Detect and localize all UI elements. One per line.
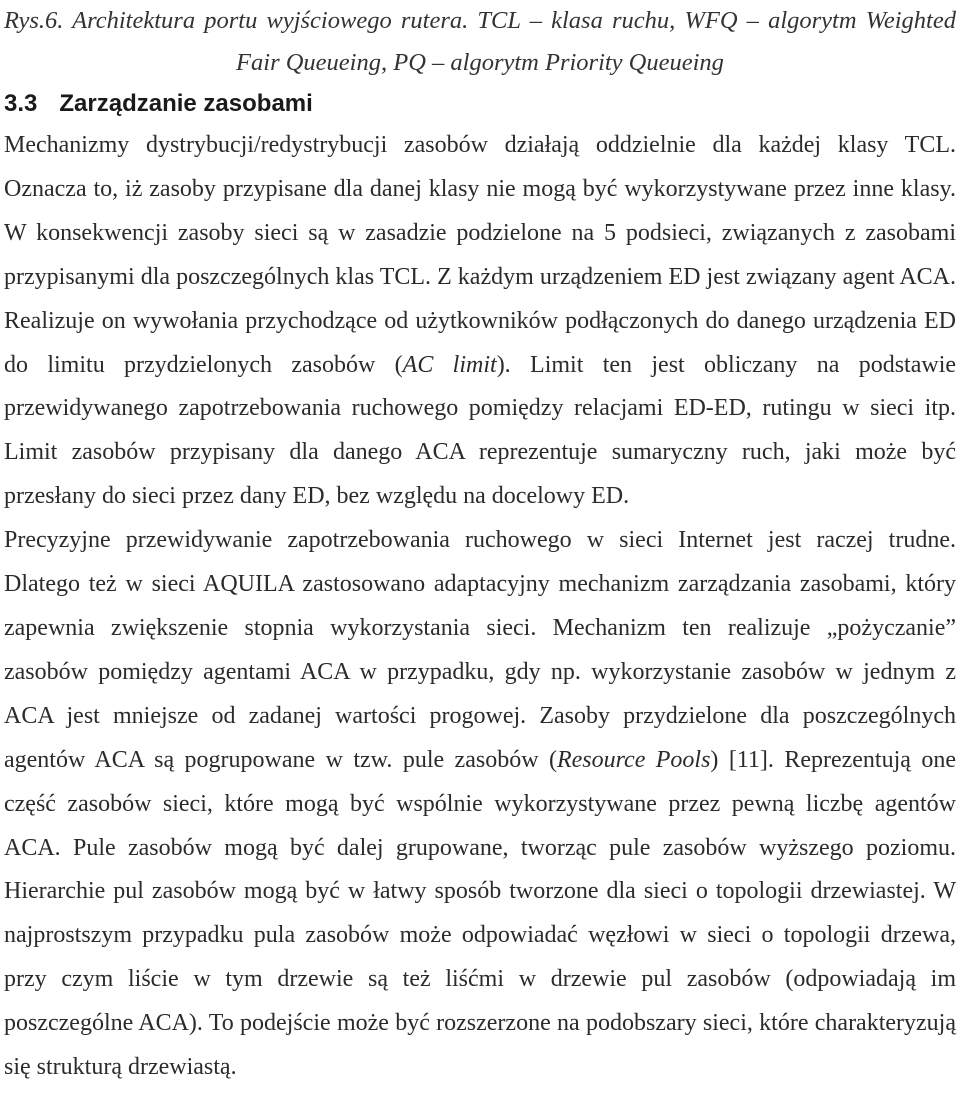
section-title: Zarządzanie zasobami [59, 90, 313, 117]
paragraph-text: ) [11]. Reprezentują one część zasobów sieci, które mogą być wspólnie wykorzystywane przez pewną liczbę agentów ACA. Pule zasobów mogą być dalej grupowane, tworząc pule zasobów wyższego poziomu. Hierarchie pul zasobów mogą być w łatwy sposób tworzone dla sieci o topologii drzewiastej. W najprostszym przypadku pula zasobów może odpowiadać węzłowi w sieci o topologii drzewa, przy czym liście w tym drzewie są też liśćmi w drzewie pul zasobów (odpowiadają im poszczególne ACA). To podejście może być rozszerzone na podobszary sieci, które charakteryzują się strukturą drzewiastą. [4, 746, 956, 1081]
italic-term: AC limit [402, 351, 497, 378]
section-heading [4, 84, 956, 124]
document-page [4, 0, 956, 1090]
paragraph-text: Mechanizmy dystrybucji/redystrybucji zasobów działają oddzielnie dla każdej klasy TCL. Oznacza to, iż zasoby przypisane dla danej klasy nie mogą być wykorzystywane przez inne klasy. W konsekwencji zasoby sieci są w zasadzie podzielone na 5 podsieci, związanych z zasobami przypisanymi dla poszczególnych klas TCL. Z każdym urządzeniem ED jest związany agent ACA. Realizuje on wywołania przychodzące od użytkowników podłączonych do danego urządzenia ED do limitu przydzielonych zasobów ( [4, 132, 956, 378]
paragraph-text: ). Limit ten jest obliczany na podstawie przewidywanego zapotrzebowania ruchowego pomiędzy relacjami ED-ED, rutingu w sieci itp. Limit zasobów przypisany dla danego ACA reprezentuje sumaryczny ruch, jaki może być przesłany do sieci przez dany ED, bez względu na docelowy ED. [4, 351, 957, 510]
italic-term: Resource Pools [556, 746, 711, 773]
paragraph-text: Precyzyjne przewidywanie zapotrzebowania ruchowego w sieci Internet jest raczej trudne. Dlatego też w sieci AQUILA zastosowano adaptacyjny mechanizm zarządzania zasobami, który zapewnia zwiększenie stopnia wykorzystania sieci. Mechanizm ten realizuje „pożyczanie” zasobów pomiędzy agentami ACA w przypadku, gdy np. wykorzystanie zasobów w jednym z ACA jest mniejsze od zadanej wartości progowej. Zasoby przydzielone dla poszczególnych agentów ACA są pogrupowane w tzw. pule zasobów ( [4, 527, 956, 773]
paragraph-resource-distribution [4, 124, 956, 519]
figure-caption: Rys.6. Architektura portu wyjściowego rutera. TCL – klasa ruchu, WFQ – algorytm Weighted Fair Queueing, PQ – algorytm Priority Queueing [4, 7, 956, 76]
paragraph-resource-pools [4, 519, 956, 1090]
section-number: 3.3 [4, 90, 38, 117]
